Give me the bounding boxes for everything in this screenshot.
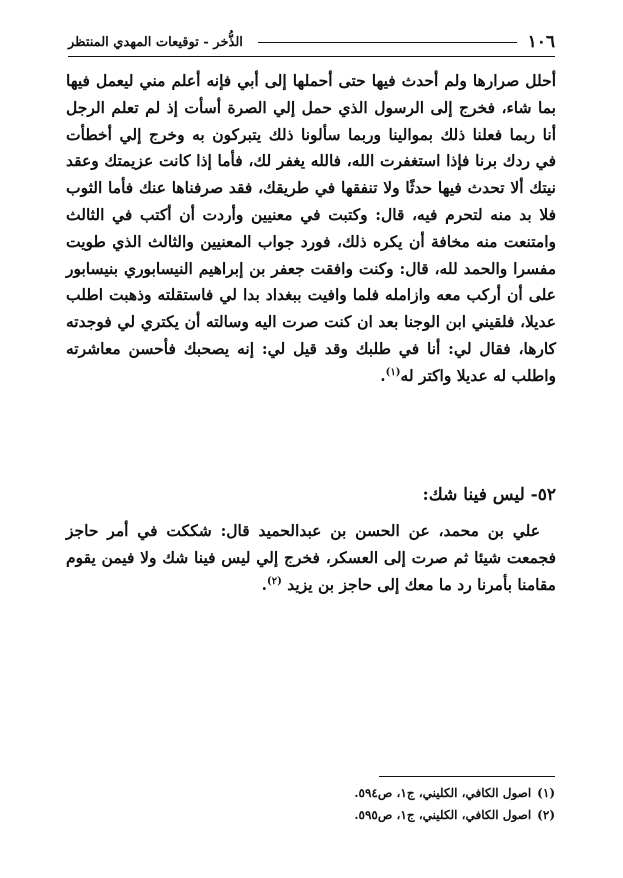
footnote-2 bbox=[255, 804, 555, 826]
page-number: ١٠٦ bbox=[527, 32, 555, 52]
footnote-text: اصول الكافي، الكليني، ج١، ص٥٩٤. bbox=[354, 786, 532, 800]
header-underline bbox=[68, 56, 555, 57]
section-heading: ٥٢- ليس فينا شك: bbox=[422, 485, 556, 505]
paragraph-body: أحلل صرارها ولم أحدث فيها حتى أحملها إلى أبي فإنه أعلم مني ليعمل فيها بما شاء، فخرج إلى الرسول الذي حمل إلي الصرة أسأت إذ لم تعلم الرجل أنا ربما فعلنا ذلك بموالينا وربما سألونا ذلك يتبركون به وخرج إلي أخطأت في ردك برنا فإذا استغفرت الله، فالله يغفر لك، فأما إذا كانت عزيمتك وعقد نيتك ألا تحدث فيها حدثًا ولا تنفقها في طريقك، فقد صرفناها عنك فأما الثوب فلا بد منه لتحرم فيه، قال: وكتبت في معنيين وأردت أن أكتب في الثالث وامتنعت منه مخافة أن يكره ذلك، فورد جواب المعنيين والثالث الذي طويت مفسرا والحمد لله، قال: وكنت وافقت جعفر بن إبراهيم النيسابوري بنيسابور على أن أركب معه وازامله فلما وافيت ببغداد بدا لي فاستقلته وذهبت اطلب عديلا، فلقيني ابن الوجنا بعد ان كنت صرت اليه وسالته أن يكتري لي فوجدته كارها، فقال لي: أنا في طلبك وقد قيل لي: إنه يصحبك فأحسن معاشرته واطلب له عديلا واكتر له$^{(١)}$. bbox=[66, 71, 556, 385]
section-body: علي بن محمد، عن الحسن بن عبدالحميد قال: شككت في أمر حاجز فجمعت شيئا ثم صرت إلى العسكر، فخرج إلي ليس فينا شك ولا فيمن يقوم مقامنا بأمرنا رد ما معك إلى حاجز بن يزيد $^{(٢)}$. bbox=[66, 521, 556, 594]
paragraph-text: أحلل صرارها ولم أحدث فيها حتى أحملها إلى أبي فإنه أعلم مني ليعمل فيها بما شاء، فخرج إلى الرسول الذي حمل إلي الصرة أسأت إذ لم تعلم الرجل أنا ربما فعلنا ذلك بموالينا وربما سألونا ذلك يتبركون به وخرج إلي أخطأت في ردك برنا فإذا استغفرت الله، فالله يغفر لك، فأما إذا كانت عزيمتك وعقد نيتك ألا تحدث فيها حدثًا ولا تنفقها في طريقك، فقد صرفناها عنك فأما الثوب فلا بد منه لتحرم فيه، قال: وكتبت في معنيين وأردت أن أكتب في الثالث وامتنعت منه مخافة أن يكره ذلك، فورد جواب المعنيين والثالث الذي طويت مفسرا والحمد لله، قال: وكنت وافقت جعفر بن إبراهيم النيسابوري بنيسابور على أن أركب معه وازامله فلما وافيت ببغداد بدا لي فاستقلته وذهبت اطلب عديلا، فلقيني ابن الوجنا بعد ان كنت صرت اليه وسالته أن يكتري لي فوجدته كارها، فقال لي: أنا في طلبك وقد قيل لي: إنه يصحبك فأحسن معاشرته واطلب له عديلا واكتر له bbox=[66, 71, 556, 385]
footnote-1 bbox=[255, 782, 555, 804]
footnote-separator bbox=[379, 776, 555, 777]
footnote-ref-2: (٢) bbox=[267, 575, 282, 587]
running-title: الذُّخر - توقيعات المهدي المنتظر bbox=[68, 35, 243, 50]
footnotes bbox=[255, 782, 555, 826]
section-paragraph bbox=[66, 517, 556, 598]
footnote-ref-1: (١) bbox=[385, 366, 401, 378]
footnote-text: اصول الكافي، الكليني، ج١، ص٥٩٥. bbox=[354, 808, 532, 822]
page-header bbox=[68, 30, 555, 58]
header-rule bbox=[258, 42, 517, 43]
footnote-number: (٢) bbox=[537, 808, 555, 822]
main-paragraph bbox=[66, 68, 556, 390]
section-text: علي بن محمد، عن الحسن بن عبدالحميد قال: شككت في أمر حاجز فجمعت شيئا ثم صرت إلى العسكر، فخرج إلي ليس فينا شك ولا فيمن يقوم مقامنا بأمرنا رد ما معك إلى حاجز بن يزيد bbox=[66, 521, 556, 594]
footnote-number: (١) bbox=[537, 786, 555, 800]
